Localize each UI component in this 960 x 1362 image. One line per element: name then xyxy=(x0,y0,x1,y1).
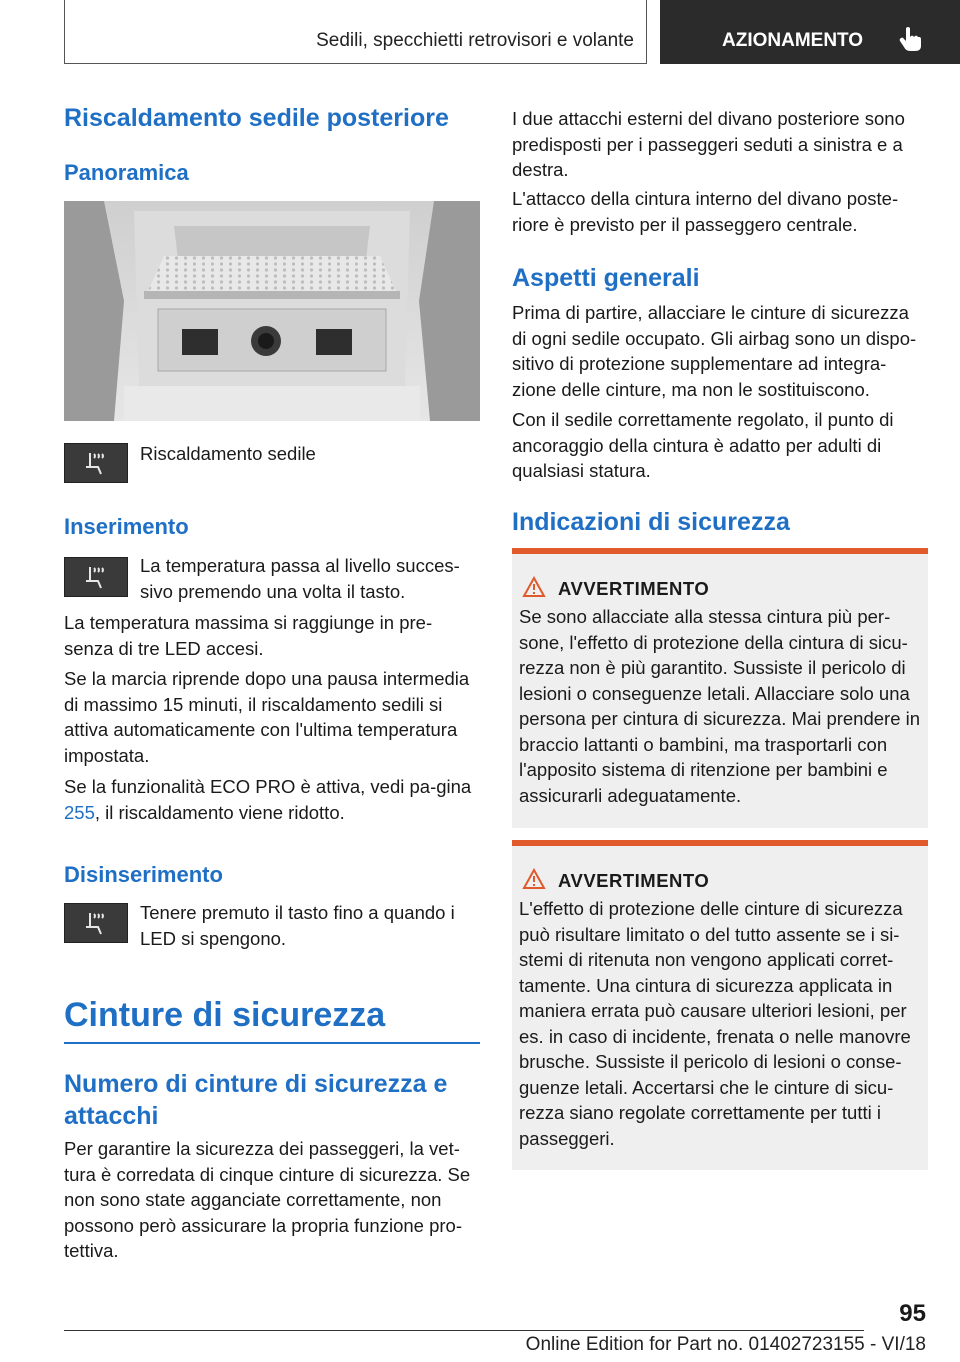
general-paragraph-2: Con il sedile correttamente regolato, il punto di ancoraggio della cintura è adatto per adulti di qualsiasi statura. xyxy=(512,409,894,481)
seat-heating-icon xyxy=(64,557,128,597)
switch-off-heading: Disinserimento xyxy=(64,862,223,887)
chapter-title: Cinture di sicurezza xyxy=(64,996,386,1034)
warning-box-1 xyxy=(512,548,928,828)
warning-title: AVVERTIMENTO xyxy=(558,870,710,891)
belts-paragraph: Per garantire la sicurezza dei passeggeri, la vet-tura è corredata di cinque cinture di sicurezza. Se non sono state agganciate correttamente, non possono però assicurare la propria funzione pro-tettiva. xyxy=(64,1138,471,1261)
warning-title: AVVERTIMENTO xyxy=(558,578,710,599)
seat-heating-icon xyxy=(64,443,128,483)
section-header: Sedili, specchietti retrovisori e volante xyxy=(64,0,647,64)
switch-on-paragraph-3: Se la funzionalità ECO PRO è attiva, vedi pa-gina 255, il riscaldamento viene ridotto. xyxy=(64,776,472,823)
warning-triangle-icon xyxy=(522,868,546,890)
pointing-hand-icon xyxy=(898,26,922,52)
anchor-paragraph-2: L'attacco della cintura interno del divano poste-riore è previsto per il passeggero centrale. xyxy=(512,188,899,235)
seat-heating-icon xyxy=(64,903,128,943)
warning-text: Se sono allacciate alla stessa cintura più per-sone, l'effetto di protezione della cintura di sicu-rezza non è più garantito. Sussiste il pericolo di lesioni o conseguenze letali. Allacciare solo una persona per cintura di sicurezza. Mai prendere in braccio lattanti o bambini, ma trasportarli con l'apposito sistema di ritenzione per bambini e assicurarli adeguatamente. xyxy=(519,606,921,806)
page-header xyxy=(0,0,960,66)
overview-heading: Panoramica xyxy=(64,160,189,185)
anchor-paragraph-1: I due attacchi esterni del divano posteriore sono predisposti per i passeggeri seduti a sinistra e a destra. xyxy=(512,108,905,180)
switch-on-heading: Inserimento xyxy=(64,514,189,539)
warning-box-2 xyxy=(512,840,928,1170)
icon-caption: Riscaldamento sedile xyxy=(140,443,316,464)
warning-triangle-icon xyxy=(522,576,546,598)
switch-on-text: La temperatura passa al livello succes-sivo premendo una volta il tasto. xyxy=(140,555,460,602)
footer-divider xyxy=(64,1330,864,1331)
switch-off-text: Tenere premuto il tasto fino a quando i LED si spengono. xyxy=(140,902,455,949)
general-paragraph-1: Prima di partire, allacciare le cinture di sicurezza di ogni sedile occupato. Gli airbag sono un dispo-sitivo di protezione supplementare ad integra-zione delle cinture, ma non le sostituiscono. xyxy=(512,302,917,400)
warning-text: L'effetto di protezione delle cinture di sicurezza può risultare limitato o del tutto assente se i si-stemi di ritenuta non vengono applicati corret-tamente. Una cintura di sicurezza applicata in maniera errata può causare ulteriori lesioni, per es. in caso di incidente, frenata o nelle manovre brusche. Sussiste il pericolo di lesioni o conse-guenze letali. Accertarsi che le cinture di sicu-rezza siano regolate correttamente per tutti i passeggeri. xyxy=(519,898,911,1149)
switch-on-paragraph-1: La temperatura massima si raggiunge in pre-senza di tre LED accesi. xyxy=(64,612,433,659)
safety-heading: Indicazioni di sicurezza xyxy=(512,508,790,536)
page-number: 95 xyxy=(899,1300,926,1327)
chapter-header xyxy=(660,0,960,64)
chapter-divider xyxy=(64,1042,480,1044)
belts-heading: Numero di cinture di sicurezza e attacchi xyxy=(64,1070,448,1130)
page-link[interactable]: 255 xyxy=(64,801,95,823)
general-heading: Aspetti generali xyxy=(512,264,700,292)
rear-console-photo xyxy=(64,201,480,421)
chapter-label: AZIONAMENTO xyxy=(722,30,864,51)
switch-on-paragraph-2: Se la marcia riprende dopo una pausa intermedia di massimo 15 minuti, il riscaldamento sedili si attiva automaticamente con l'ultima temperatura impostata. xyxy=(64,668,470,766)
edition-note: Online Edition for Part no. 01402723155 - VI/18 xyxy=(525,1334,926,1355)
heated-seat-title: Riscaldamento sedile posteriore xyxy=(64,104,449,132)
